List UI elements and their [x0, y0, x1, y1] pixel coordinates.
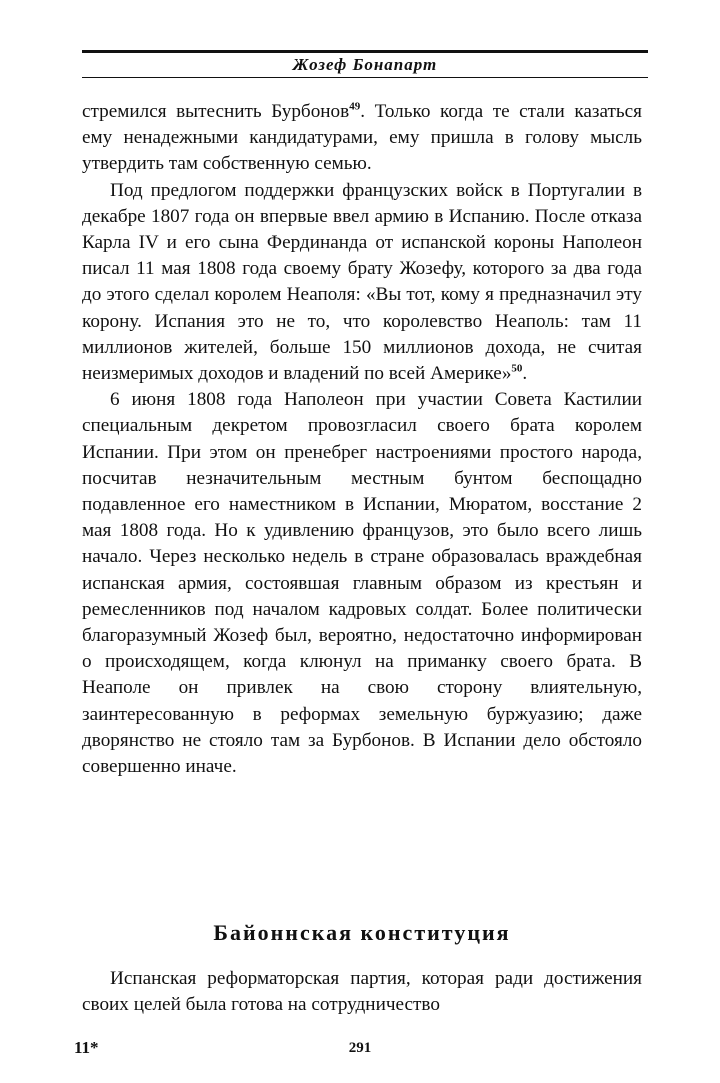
section-heading: Байоннская конституция	[213, 920, 511, 945]
paragraph-2-end: .	[522, 363, 528, 385]
paragraph-3-text: 6 июня 1808 года Наполеон при участии Совета Кастилии специальным декретом провозгласил своего брата королем Испании. При этом он пренебрег настроениями простого народа, посчитав незначительным местным бунтом беспощадно подавленное его наместником в Испании, Мюратом, восстание 2 мая 1808 года. Но к удивлению французов, это было всего лишь начало. Через несколько недель в стране образовалась враждебная испанская армия, состоявшая главным образом из крестьян и ремесленников под началом кадровых солдат. Более политически благоразумный Жозеф был, вероятно, недостаточно информирован о происходящем, когда клюнул на приманку своего брата. В Неаполе он привлек на свою сторону влиятельную, заинтересованную в реформах земельную буржуазию; даже дворянство не стояло там за Бурбонов. В Испании дело обстояло совершенно иначе.	[82, 389, 642, 778]
paragraph-2-text: Под предлогом поддержки французских войск в Португалии в декабре 1807 года он впервые ввел армию в Испанию. После отказа Карла IV и его сына Фердинанда от испанской короны Наполеон писал 11 мая 1808 года своему брату Жозефу, которого за два года до этого сделал королем Неаполя: «Вы тот, кому я предназначил эту корону. Испания это не то, что королевство Неаполь: там 11 миллионов жителей, больше 150 миллионов дохода, не считая неизмеримых доходов и владений по всей Америке»	[82, 179, 642, 385]
paragraph-1	[82, 99, 642, 178]
running-title: Жозеф Бонапарт	[292, 55, 438, 74]
section-paragraph-1-text: Испанская реформаторская партия, которая ради достижения своих целей была готова на сотрудничество	[82, 968, 642, 1016]
footnote-ref-50: 50	[511, 362, 523, 375]
paragraph-2	[82, 178, 642, 388]
footnote-ref-49: 49	[349, 100, 361, 113]
printer-signature: 11*	[74, 1038, 99, 1057]
section-paragraph-1	[82, 966, 642, 1018]
paragraph-1-text-cont: . Только когда те стали казаться ему ненадежными кандидатурами, ему пришла в голову мысль утвердить там собственную семью.	[82, 101, 642, 175]
section-text	[82, 966, 642, 1018]
paragraph-1-text: стремился вытеснить Бурбонов	[82, 101, 350, 122]
page-number: 291	[348, 1040, 372, 1056]
paragraph-3	[82, 387, 642, 780]
main-text	[82, 99, 642, 780]
header-rule-bottom	[82, 77, 648, 78]
header-rule-top	[82, 50, 648, 53]
